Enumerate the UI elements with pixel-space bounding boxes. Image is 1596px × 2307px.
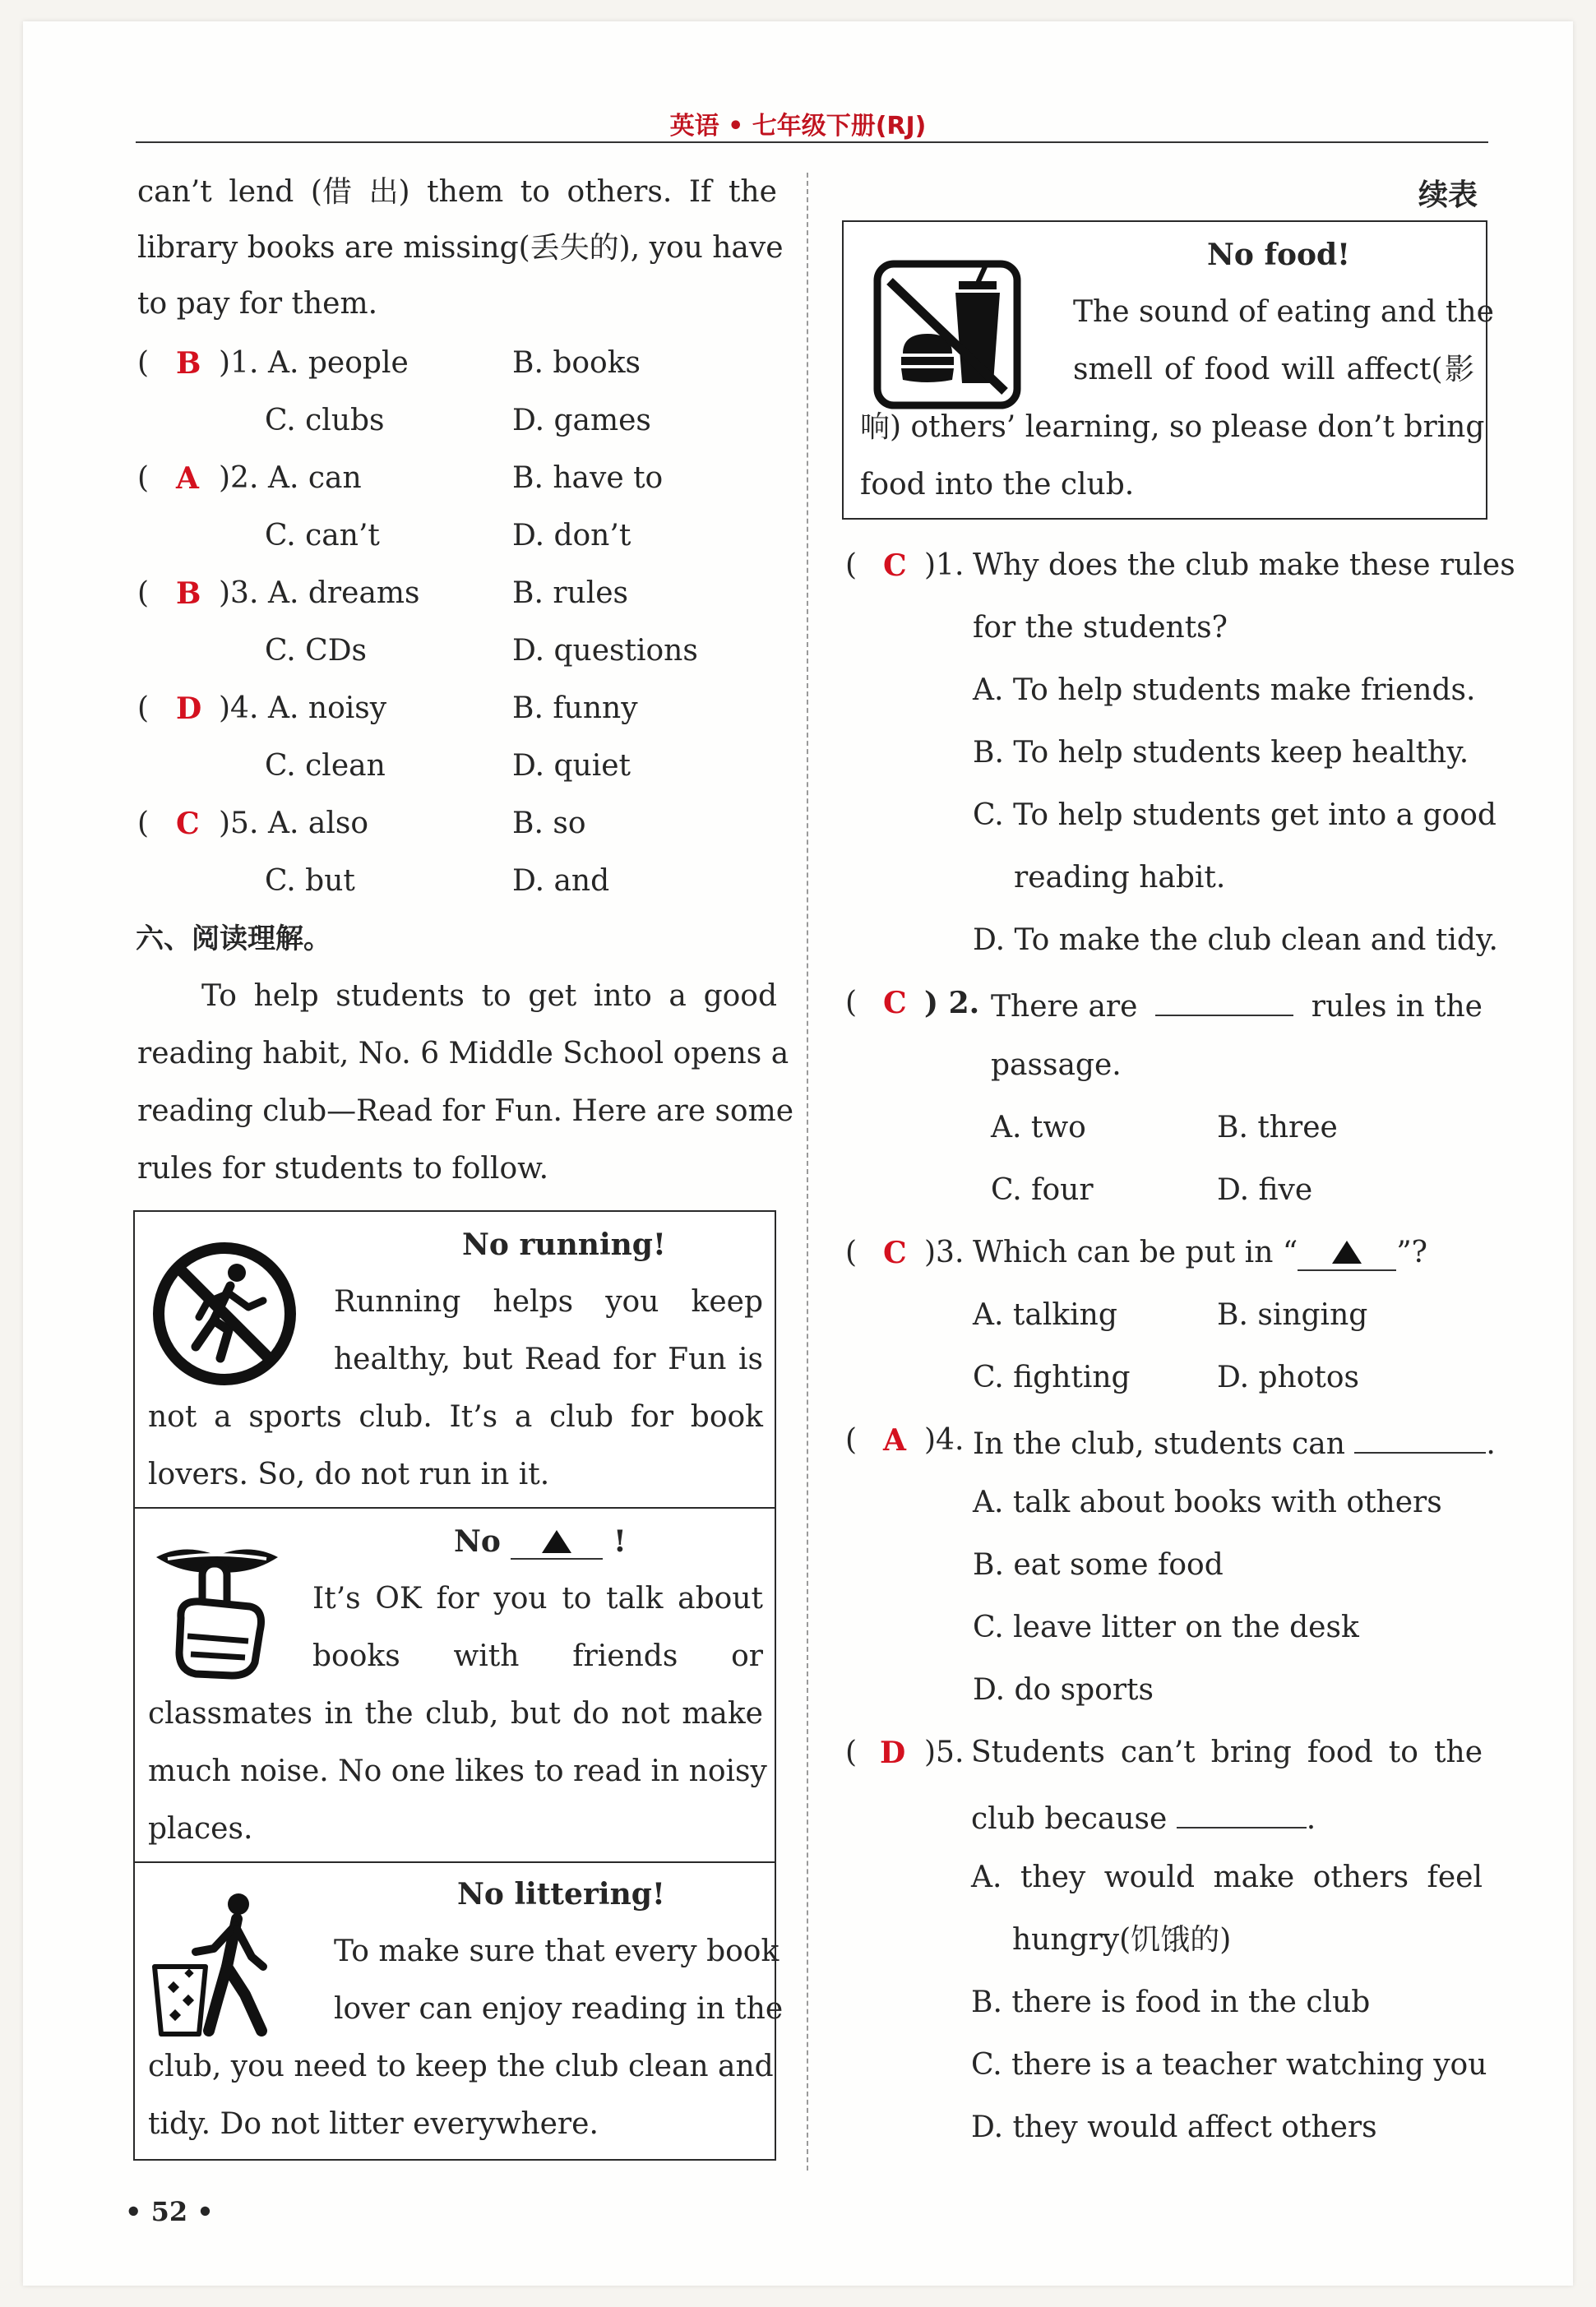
answer-letter: C: [883, 548, 907, 583]
passage-line-3: reading club—Read for Fun. Here are some: [137, 1094, 794, 1128]
food-rule-line-3: 响) others’ learning, so please don’t bring: [860, 410, 1485, 444]
answer-blank: [1298, 1237, 1396, 1271]
rule-separator: [135, 1507, 775, 1509]
rule-1-line-4: lovers. So, do not run in it.: [148, 1458, 550, 1491]
food-rule-line-4: food into the club.: [860, 468, 1135, 502]
answer-letter: C: [176, 807, 200, 841]
answer-letter: A: [176, 461, 199, 496]
rule-2-line-1: It’s OK for you to talk about: [312, 1582, 763, 1616]
answer-letter: C: [883, 986, 907, 1020]
intro-line-2: library books are missing(丢失的), you have: [137, 231, 784, 265]
no-running-icon: [148, 1238, 301, 1389]
section-title: 六、阅读理解。: [136, 922, 331, 955]
rule-separator: [135, 1861, 775, 1863]
answer-letter: A: [883, 1423, 906, 1458]
intro-line-3: to pay for them.: [137, 287, 378, 321]
triangle-marker: [1332, 1241, 1362, 1264]
continued-label: 续表: [1418, 178, 1478, 212]
rule-1-line-1: Running helps you keep: [334, 1285, 763, 1319]
rule-3-line-1: To make sure that every book: [334, 1935, 779, 1968]
rule-1-title: No running!: [462, 1227, 666, 1262]
answer-letter: C: [883, 1236, 907, 1270]
no-littering-icon: [148, 1891, 312, 2039]
rule-3-line-2: lover can enjoy reading in the: [334, 1992, 784, 2026]
answer-letter: B: [176, 346, 201, 381]
answer-blank: [1155, 987, 1293, 1016]
triangle-marker: [542, 1530, 571, 1553]
column-divider: [807, 173, 808, 2171]
no-food-icon: [873, 260, 1021, 409]
rule-1-line-2: healthy, but Read for Fun is: [334, 1343, 763, 1376]
rule-1-line-3: not a sports club. It’s a club for book: [148, 1400, 763, 1434]
rule-2-title: No !: [454, 1524, 627, 1559]
rule-2-line-5: places.: [148, 1812, 253, 1846]
food-rule-line-1: The sound of eating and the: [1073, 295, 1494, 329]
rule-2-line-3: classmates in the club, but do not make: [148, 1697, 763, 1731]
header-rule: [136, 141, 1488, 143]
rule-3-title: No littering!: [457, 1877, 665, 1912]
answer-letter: B: [176, 576, 201, 611]
answer-blank: [1177, 1799, 1307, 1828]
answer-letter: D: [880, 1736, 906, 1770]
rule-2-line-4: much noise. No one likes to read in noisy: [148, 1755, 767, 1788]
passage-line-4: rules for students to follow.: [137, 1152, 549, 1186]
rule-2-line-2: books with friends or: [312, 1639, 763, 1673]
answer-letter: D: [176, 691, 202, 726]
food-rule-line-2: smell of food will affect(影: [1073, 353, 1474, 386]
passage-line-2: reading habit, No. 6 Middle School opens a: [137, 1037, 789, 1070]
answer-blank: [1354, 1424, 1486, 1454]
food-rule-title: No food!: [1207, 238, 1350, 272]
page-number: • 52 •: [125, 2196, 214, 2227]
answer-blank: [511, 1525, 603, 1560]
page-header: 英语 • 七年级下册(RJ): [669, 112, 927, 141]
intro-line-1: can’t lend (借 出) them to others. If the: [137, 175, 777, 209]
rule-3-line-3: club, you need to keep the club clean and: [148, 2050, 774, 2083]
passage-line-1: To help students to get into a good: [201, 979, 777, 1013]
rule-3-line-4: tidy. Do not litter everywhere.: [148, 2107, 599, 2141]
quiet-gesture-icon: [151, 1539, 283, 1684]
